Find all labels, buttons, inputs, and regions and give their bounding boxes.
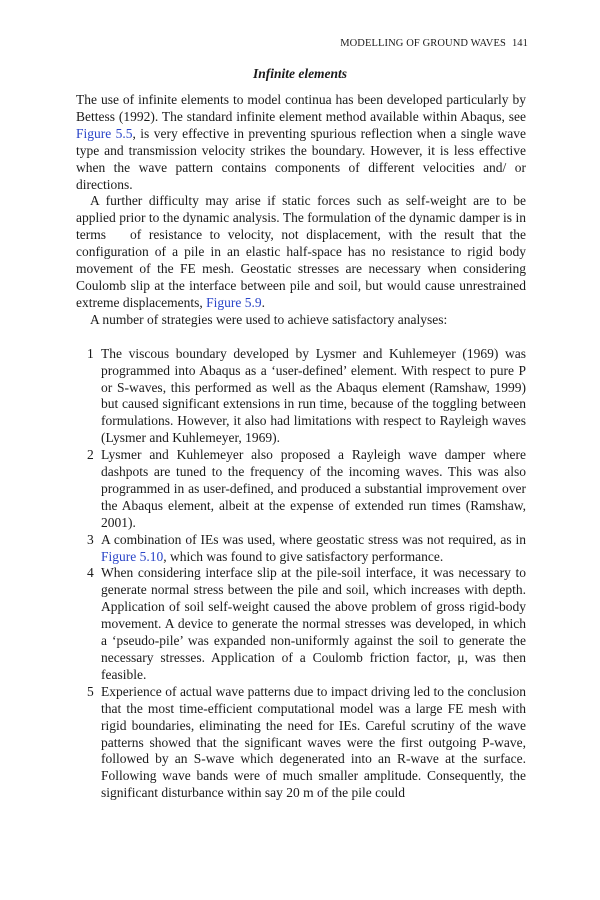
- list-item-text: The viscous boundary developed by Lysmer and Kuhlemeyer (1969) was programmed into Abaqus as a ‘user-defined’ element. With respect to pure P or S-waves, this performed as well as the Abaqus element (Ramshaw, 1999) but caused significant extensions in run time, because of the toggling between formulations. However, it also had limitations with respect to Rayleigh waves (Lysmer and Kuhlemeyer, 1969).: [101, 345, 526, 446]
- body-text: [76, 92, 526, 802]
- list-item-text: A combination of IEs was used, where geostatic stress was not required, as in Figure 5.10, which was found to give satisfactory performance.: [101, 531, 526, 564]
- list-item: [76, 346, 526, 447]
- list-item: [76, 684, 526, 802]
- figure-link-5-10[interactable]: Figure 5.10: [101, 548, 164, 564]
- list-number: 3: [87, 531, 94, 547]
- figure-link-5-9[interactable]: Figure 5.9: [206, 294, 262, 310]
- paragraph-1: The use of infinite elements to model continua has been developed particularly by Bettess (1992). The standard infinite element method available within Abaqus, see Figure 5.5, is very effective in preventing spurious reflection when a single wave type and transmission velocity strikes the boundary. However, it is less effective when the wave pattern contains components of different velocities and/ or directions.: [76, 92, 526, 192]
- numbered-list: [76, 346, 526, 802]
- list-number: 1: [87, 345, 94, 361]
- figure-link-5-5[interactable]: Figure 5.5: [76, 125, 133, 141]
- list-item-text: When considering interface slip at the pile-soil interface, it was necessary to generate normal stress between the pile and soil, which increases with depth. Application of soil self-weight caused the above problem of gross rigid-body movement. A device to generate the normal stresses was developed, in which a ‘pseudo-pile’ was expanded non-uniformly against the soil to generate the necessary stresses. Application of a Coulomb friction factor, μ, was then feasible.: [101, 565, 526, 682]
- running-header: [340, 38, 528, 49]
- paragraph-3: A number of strategies were used to achieve satisfactory analyses:: [90, 311, 448, 327]
- list-item-text: Experience of actual wave patterns due to impact driving led to the conclusion that the most time-efficient computational model was a large FE mesh with rigid boundaries, eliminating the need for IEs. Careful scrutiny of the wave patterns showed that the significant waves were the first outgoing P-wave, followed by an S-wave which degenerated into an R-wave at the surface. Following wave bands were of much smaller amplitude. Consequently, the significant disturbance within say 20 m of the pile could: [101, 683, 526, 801]
- list-item-text: Lysmer and Kuhlemeyer also proposed a Rayleigh wave damper where dashpots are tuned to the frequency of the incoming waves. This was also programmed in as user-defined, and produced a substantial improvement over the Abaqus element, albeit at the expense of extended run times (Ramshaw, 2001).: [101, 447, 526, 530]
- list-item: [76, 565, 526, 683]
- running-title: MODELLING OF GROUND WAVES: [340, 38, 506, 49]
- list-item: [76, 532, 526, 566]
- list-item: [76, 447, 526, 532]
- list-number: 4: [87, 565, 94, 581]
- list-number: 2: [87, 447, 94, 463]
- section-heading: Infinite elements: [252, 66, 348, 81]
- page-number: 141: [511, 38, 528, 49]
- paragraph-2: A further difficulty may arise if static forces such as self-weight are to be applied prior to the dynamic analysis. The formulation of the dynamic damper is in terms of resistance to velocity, not displacement, with the result that the configuration of a pile in an elastic half-space has no resistance to rigid body movement of the FE mesh. Geostatic stresses are necessary when considering Coulomb slip at the interface between pile and soil, but would cause unrestrained extreme displacements, Figure 5.9.: [76, 193, 526, 310]
- list-number: 5: [87, 683, 94, 699]
